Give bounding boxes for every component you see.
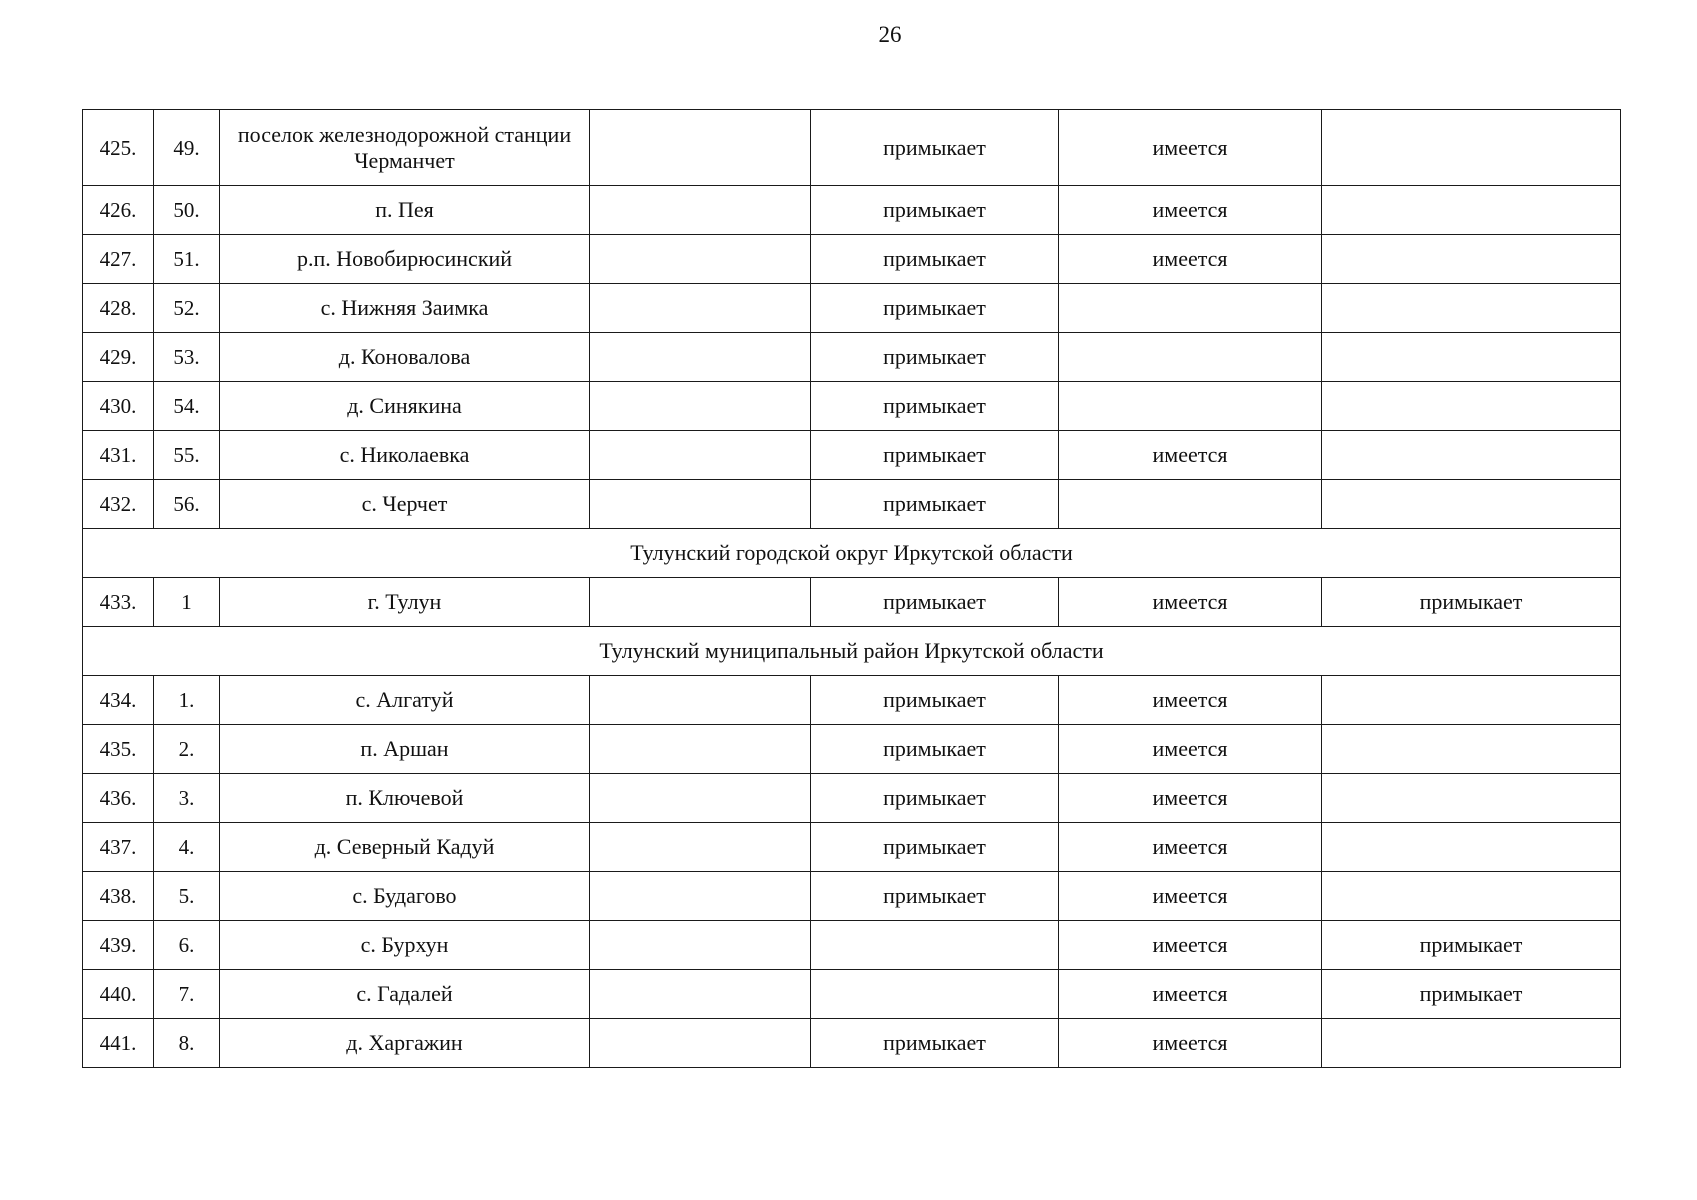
column-5-cell: примыкает: [811, 431, 1059, 480]
sub-number-cell: 1: [154, 578, 220, 627]
column-7-cell: [1322, 235, 1621, 284]
column-6-cell: имеется: [1059, 872, 1322, 921]
row-number-cell: 440.: [83, 970, 154, 1019]
column-5-cell: примыкает: [811, 725, 1059, 774]
sub-number-cell: 55.: [154, 431, 220, 480]
column-7-cell: [1322, 186, 1621, 235]
row-number-cell: 433.: [83, 578, 154, 627]
settlement-name-cell: с. Черчет: [220, 480, 590, 529]
column-7-cell: [1322, 480, 1621, 529]
column-4-cell: [590, 578, 811, 627]
row-number-cell: 437.: [83, 823, 154, 872]
column-5-cell: примыкает: [811, 774, 1059, 823]
table-row: [83, 431, 1621, 480]
settlement-name-cell: п. Ключевой: [220, 774, 590, 823]
column-7-cell: [1322, 774, 1621, 823]
column-5-cell: примыкает: [811, 676, 1059, 725]
table-row: [83, 186, 1621, 235]
settlement-name-cell: с. Николаевка: [220, 431, 590, 480]
column-4-cell: [590, 480, 811, 529]
settlement-name-cell: п. Пея: [220, 186, 590, 235]
column-6-cell: имеется: [1059, 970, 1322, 1019]
row-number-cell: 426.: [83, 186, 154, 235]
column-7-cell: [1322, 823, 1621, 872]
column-6-cell: [1059, 480, 1322, 529]
table-row: [83, 1019, 1621, 1068]
column-6-cell: [1059, 382, 1322, 431]
settlement-name-cell: д. Синякина: [220, 382, 590, 431]
settlement-name-cell: д. Харгажин: [220, 1019, 590, 1068]
table-row: [83, 284, 1621, 333]
column-5-cell: [811, 970, 1059, 1019]
settlement-name-cell: с. Алгатуй: [220, 676, 590, 725]
table-row: [83, 921, 1621, 970]
sub-number-cell: 6.: [154, 921, 220, 970]
settlement-name-cell: г. Тулун: [220, 578, 590, 627]
settlements-table: [82, 109, 1621, 1068]
column-4-cell: [590, 382, 811, 431]
sub-number-cell: 52.: [154, 284, 220, 333]
row-number-cell: 429.: [83, 333, 154, 382]
column-4-cell: [590, 676, 811, 725]
column-4-cell: [590, 186, 811, 235]
column-7-cell: [1322, 1019, 1621, 1068]
column-4-cell: [590, 872, 811, 921]
column-5-cell: [811, 921, 1059, 970]
column-4-cell: [590, 431, 811, 480]
section-title: Тулунский городской округ Иркутской области: [83, 529, 1621, 578]
column-7-cell: [1322, 676, 1621, 725]
row-number-cell: 428.: [83, 284, 154, 333]
column-6-cell: [1059, 333, 1322, 382]
sub-number-cell: 49.: [154, 110, 220, 186]
table-row: [83, 676, 1621, 725]
column-7-cell: [1322, 382, 1621, 431]
row-number-cell: 430.: [83, 382, 154, 431]
column-5-cell: примыкает: [811, 382, 1059, 431]
column-5-cell: примыкает: [811, 186, 1059, 235]
sub-number-cell: 8.: [154, 1019, 220, 1068]
section-title: Тулунский муниципальный район Иркутской области: [83, 627, 1621, 676]
sub-number-cell: 4.: [154, 823, 220, 872]
row-number-cell: 436.: [83, 774, 154, 823]
table-row: [83, 382, 1621, 431]
sub-number-cell: 50.: [154, 186, 220, 235]
column-6-cell: [1059, 284, 1322, 333]
row-number-cell: 435.: [83, 725, 154, 774]
sub-number-cell: 1.: [154, 676, 220, 725]
column-7-cell: примыкает: [1322, 970, 1621, 1019]
settlement-name-cell: поселок железнодорожной станции Черманчет: [220, 110, 590, 186]
sub-number-cell: 3.: [154, 774, 220, 823]
row-number-cell: 439.: [83, 921, 154, 970]
column-4-cell: [590, 284, 811, 333]
column-6-cell: имеется: [1059, 1019, 1322, 1068]
sub-number-cell: 54.: [154, 382, 220, 431]
column-7-cell: [1322, 725, 1621, 774]
column-4-cell: [590, 921, 811, 970]
table-row: [83, 480, 1621, 529]
table-row: [83, 725, 1621, 774]
column-4-cell: [590, 725, 811, 774]
table-row: [83, 110, 1621, 186]
settlement-name-cell: с. Бурхун: [220, 921, 590, 970]
column-4-cell: [590, 333, 811, 382]
column-7-cell: примыкает: [1322, 578, 1621, 627]
section-header-row: [83, 529, 1621, 578]
column-5-cell: примыкает: [811, 823, 1059, 872]
table-row: [83, 578, 1621, 627]
column-5-cell: примыкает: [811, 480, 1059, 529]
section-header-row: [83, 627, 1621, 676]
column-4-cell: [590, 823, 811, 872]
table-row: [83, 774, 1621, 823]
column-6-cell: имеется: [1059, 186, 1322, 235]
column-7-cell: [1322, 431, 1621, 480]
column-7-cell: [1322, 110, 1621, 186]
table-body: [83, 110, 1621, 1068]
column-7-cell: примыкает: [1322, 921, 1621, 970]
column-6-cell: имеется: [1059, 110, 1322, 186]
table-row: [83, 235, 1621, 284]
settlement-name-cell: с. Будагово: [220, 872, 590, 921]
column-4-cell: [590, 1019, 811, 1068]
sub-number-cell: 53.: [154, 333, 220, 382]
sub-number-cell: 2.: [154, 725, 220, 774]
column-5-cell: примыкает: [811, 578, 1059, 627]
column-4-cell: [590, 235, 811, 284]
table-row: [83, 333, 1621, 382]
settlement-name-cell: с. Нижняя Заимка: [220, 284, 590, 333]
row-number-cell: 427.: [83, 235, 154, 284]
row-number-cell: 431.: [83, 431, 154, 480]
row-number-cell: 434.: [83, 676, 154, 725]
column-7-cell: [1322, 333, 1621, 382]
column-6-cell: имеется: [1059, 235, 1322, 284]
settlement-name-cell: с. Гадалей: [220, 970, 590, 1019]
table-row: [83, 872, 1621, 921]
sub-number-cell: 7.: [154, 970, 220, 1019]
column-5-cell: примыкает: [811, 1019, 1059, 1068]
column-4-cell: [590, 110, 811, 186]
column-4-cell: [590, 970, 811, 1019]
page-number: 26: [878, 22, 902, 47]
settlement-name-cell: р.п. Новобирюсинский: [220, 235, 590, 284]
column-5-cell: примыкает: [811, 235, 1059, 284]
settlement-name-cell: д. Коновалова: [220, 333, 590, 382]
column-6-cell: имеется: [1059, 578, 1322, 627]
table-row: [83, 970, 1621, 1019]
table-row: [83, 823, 1621, 872]
column-5-cell: примыкает: [811, 872, 1059, 921]
column-7-cell: [1322, 284, 1621, 333]
column-6-cell: имеется: [1059, 774, 1322, 823]
row-number-cell: 438.: [83, 872, 154, 921]
column-6-cell: имеется: [1059, 725, 1322, 774]
column-6-cell: имеется: [1059, 823, 1322, 872]
column-6-cell: имеется: [1059, 431, 1322, 480]
column-5-cell: примыкает: [811, 333, 1059, 382]
column-6-cell: имеется: [1059, 676, 1322, 725]
sub-number-cell: 51.: [154, 235, 220, 284]
settlement-name-cell: п. Аршан: [220, 725, 590, 774]
settlement-name-cell: д. Северный Кадуй: [220, 823, 590, 872]
row-number-cell: 425.: [83, 110, 154, 186]
row-number-cell: 432.: [83, 480, 154, 529]
column-5-cell: примыкает: [811, 284, 1059, 333]
column-6-cell: имеется: [1059, 921, 1322, 970]
sub-number-cell: 5.: [154, 872, 220, 921]
column-5-cell: примыкает: [811, 110, 1059, 186]
column-7-cell: [1322, 872, 1621, 921]
column-4-cell: [590, 774, 811, 823]
row-number-cell: 441.: [83, 1019, 154, 1068]
sub-number-cell: 56.: [154, 480, 220, 529]
